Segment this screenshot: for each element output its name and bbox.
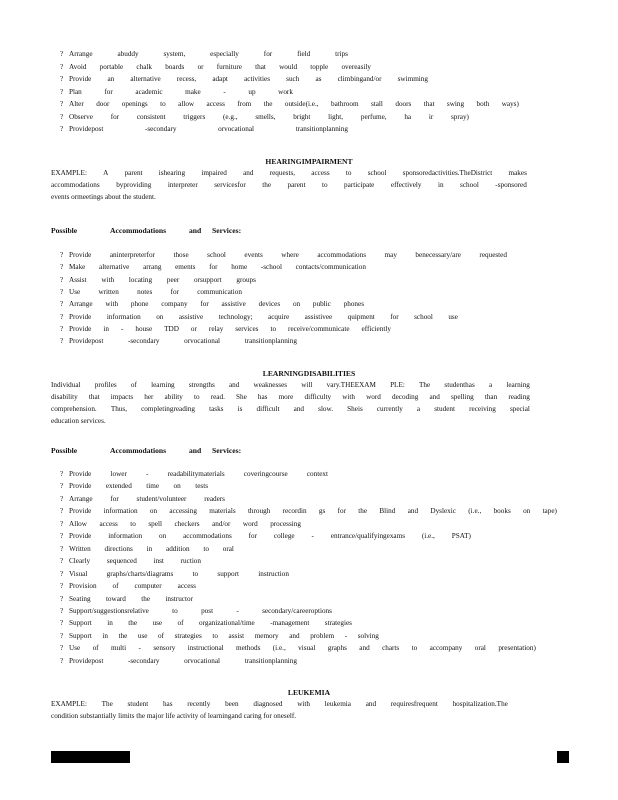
list-item: Arrange abuddy system, especially for field trips xyxy=(69,50,348,58)
list-item: Make alternative arrang ements for home -school contacts/communication xyxy=(69,263,366,271)
bullet-marker: ? xyxy=(60,470,64,478)
bullet-marker: ? xyxy=(60,125,64,133)
bullet-marker: ? xyxy=(60,482,64,490)
bullet-marker: ? xyxy=(60,495,64,503)
bullet-marker: ? xyxy=(60,251,64,259)
leukemia-heading: LEUKEMIA xyxy=(287,688,331,697)
list-item: Observe for consistent triggers (e.g., smells, bright light, perfume, ha ir spray) xyxy=(69,113,469,121)
bullet-marker: ? xyxy=(60,88,64,96)
bullet-marker: ? xyxy=(60,507,64,515)
list-item: Provide aninterpreterfor those school events where accommodations may benecessary/are requested xyxy=(69,251,507,259)
accommodations-heading-word: and xyxy=(189,446,202,455)
bullet-marker: ? xyxy=(60,75,64,83)
list-item: Support in the use of organizational/time -management strategies xyxy=(69,619,352,627)
bullet-marker: ? xyxy=(60,313,64,321)
accommodations-heading-word: Possible xyxy=(51,446,78,455)
bullet-marker: ? xyxy=(60,657,64,665)
accommodations-heading-word: Services: xyxy=(212,446,242,455)
accommodations-heading-word: Accommodations xyxy=(110,226,167,235)
list-item: Provide information on assistive technology; acquire assistivee quipment for school use xyxy=(69,313,458,321)
list-item: Avoid portable chalk boards or furniture that would topple overeasily xyxy=(69,63,371,71)
bullet-marker: ? xyxy=(60,337,64,345)
bullet-marker: ? xyxy=(60,520,64,528)
list-item: Provide lower - readabilitymaterials coveringcourse context xyxy=(69,470,328,478)
paragraph-line: events ormeetings about the student. xyxy=(51,193,156,201)
accommodations-heading-word: and xyxy=(189,226,202,235)
list-item: Provide information on accommodations for college - entrance/qualifyingexams (i.e., PSAT) xyxy=(69,532,471,540)
footer-left-bar xyxy=(51,751,130,763)
accommodations-heading-word: Accommodations xyxy=(110,446,167,455)
list-item: Assist with locating peer orsupport groups xyxy=(69,276,256,284)
list-item: Use written notes for communication xyxy=(69,288,242,296)
paragraph-line: accommodations byproviding interpreter servicesfor the parent to participate effectively in school -sponsored xyxy=(51,181,527,189)
bullet-marker: ? xyxy=(60,595,64,603)
list-item: Alter door openings to allow access from the outside(i.e., bathroom stall doors that swing both ways) xyxy=(69,100,519,108)
paragraph-line: EXAMPLE: A parent ishearing impaired and requests, access to school sponsoredactivities.TheDistrict makes xyxy=(51,169,527,177)
hearing-impairment-heading: HEARINGIMPAIRMENT xyxy=(265,157,353,166)
list-item: Arrange for student/volunteer readers xyxy=(69,495,225,503)
paragraph-line: comprehension. Thus, completingreading tasks is difficult and slow. Sheis currently a student receiving special xyxy=(51,405,530,413)
list-item: Support/suggestionsrelative to post - secondary/careeroptions xyxy=(69,607,332,615)
list-item: Seating toward the instructor xyxy=(69,595,193,603)
list-item: Provision of computer access xyxy=(69,582,196,590)
list-item: Written directions in addition to oral xyxy=(69,545,234,553)
bullet-marker: ? xyxy=(60,263,64,271)
bullet-marker: ? xyxy=(60,557,64,565)
bullet-marker: ? xyxy=(60,644,64,652)
bullet-marker: ? xyxy=(60,113,64,121)
list-item: Arrange with phone company for assistive devices on public phones xyxy=(69,300,364,308)
bullet-marker: ? xyxy=(60,50,64,58)
accommodations-heading-word: Possible xyxy=(51,226,78,235)
bullet-marker: ? xyxy=(60,325,64,333)
bullet-marker: ? xyxy=(60,63,64,71)
list-item: Providepost -secondary orvocational transitionplanning xyxy=(69,657,297,665)
bullet-marker: ? xyxy=(60,276,64,284)
bullet-marker: ? xyxy=(60,607,64,615)
paragraph-line: EXAMPLE: The student has recently been diagnosed with leukemia and requiresfrequent hospitalization.The xyxy=(51,700,508,708)
list-item: Use of multi - sensory instructional methods (i.e., visual graphs and charts to accompany oral presentation) xyxy=(69,644,536,652)
bullet-marker: ? xyxy=(60,545,64,553)
paragraph-line: Individual profiles of learning strengths and weaknesses will vary.THEEXAM PLE: The studenthas a learning xyxy=(51,381,530,389)
list-item: Provide extended time on tests xyxy=(69,482,208,490)
bullet-marker: ? xyxy=(60,582,64,590)
list-item: Provide in - house TDD or relay services to receive/communicate efficiently xyxy=(69,325,391,333)
list-item: Plan for academic make - up work xyxy=(69,88,293,96)
list-item: Provide information on accessing materials through recordin gs for the Blind and Dyslexic (i.e., books on tape) xyxy=(69,507,557,515)
paragraph-line: condition substantially limits the major life activity of learningand caring for oneself. xyxy=(51,712,297,720)
bullet-marker: ? xyxy=(60,532,64,540)
list-item: Allow access to spell checkers and/or word processing xyxy=(69,520,301,528)
bullet-marker: ? xyxy=(60,570,64,578)
list-item: Provide an alternative recess, adapt activities such as climbingand/or swimming xyxy=(69,75,428,83)
bullet-marker: ? xyxy=(60,100,64,108)
list-item: Visual graphs/charts/diagrams to support instruction xyxy=(69,570,289,578)
bullet-marker: ? xyxy=(60,632,64,640)
accommodations-heading-word: Services: xyxy=(212,226,242,235)
bullet-marker: ? xyxy=(60,300,64,308)
bullet-marker: ? xyxy=(60,619,64,627)
paragraph-line: education services. xyxy=(51,417,106,425)
list-item: Providepost -secondary orvocational transitionplanning xyxy=(69,337,297,345)
list-item: Clearly sequenced inst ruction xyxy=(69,557,201,565)
learning-disabilities-heading: LEARNINGDISABILITIES xyxy=(262,369,356,378)
list-item: Providepost -secondary orvocational transitionplanning xyxy=(69,125,348,133)
list-item: Support in the use of strategies to assist memory and problem - solving xyxy=(69,632,379,640)
bullet-marker: ? xyxy=(60,288,64,296)
paragraph-line: disability that impacts her ability to read. She has more difficulty with word decoding and spelling than reading xyxy=(51,393,530,401)
footer-right-bar xyxy=(557,751,569,763)
